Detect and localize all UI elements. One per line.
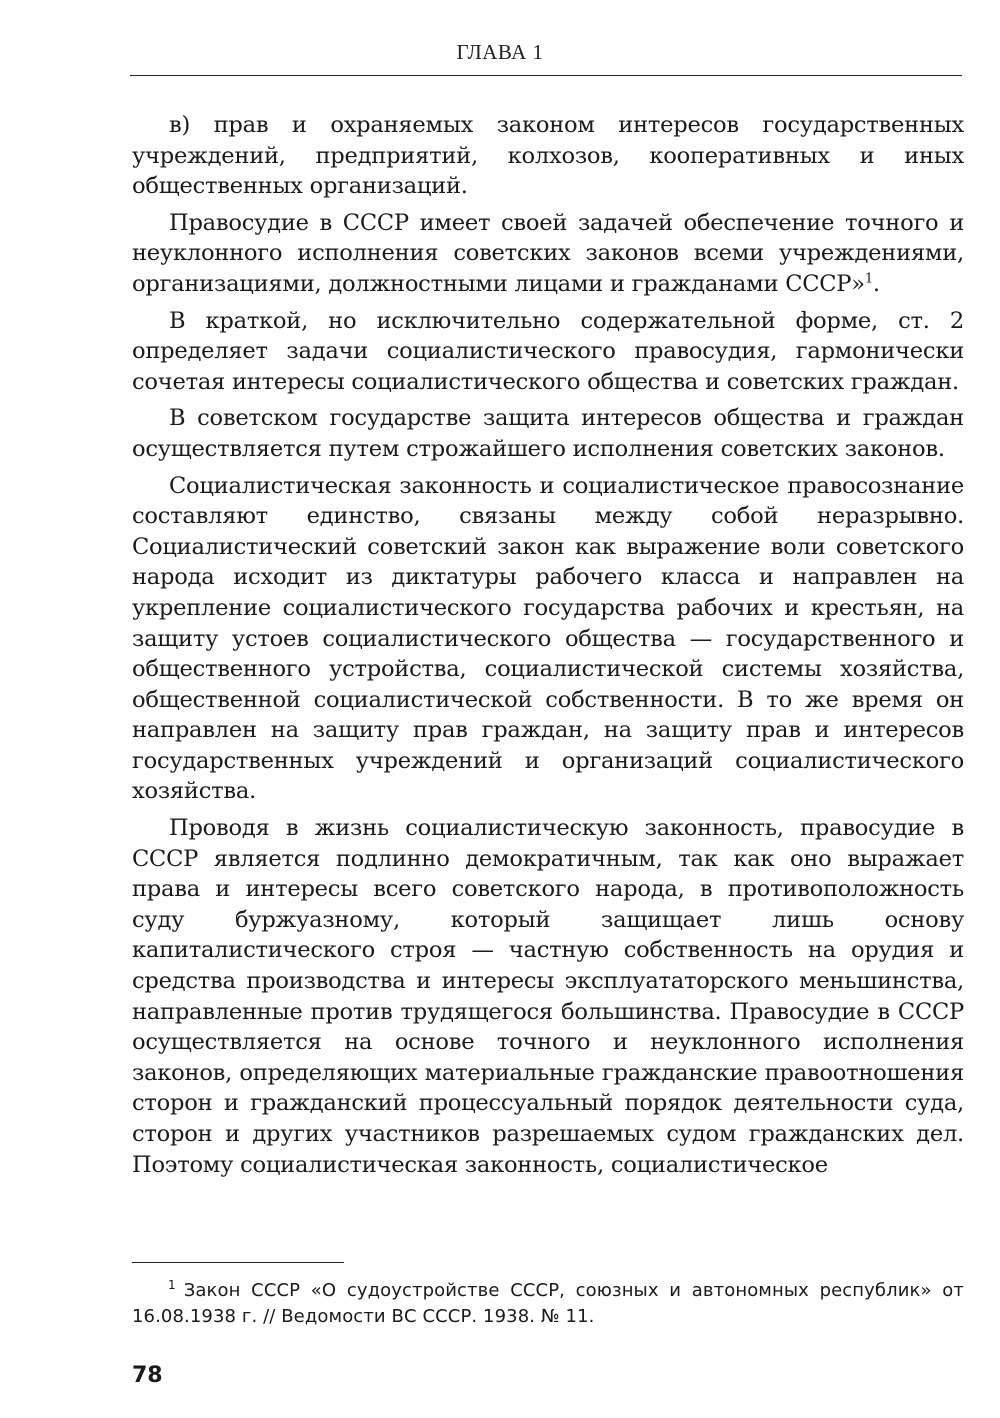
body-text: [132, 110, 964, 1186]
paragraph-text: Правосудие в СССР имеет своей задачей обеспечение точного и неуклонного исполнения советских законов всеми учреждениями, организациями, должностными лицами и гражданами СССР»: [132, 209, 964, 297]
footnote-mark: 1: [168, 1278, 176, 1292]
paragraph-4: [132, 403, 964, 464]
paragraph-1: [132, 110, 964, 202]
paragraph-text: Проводя в жизнь социалистическую законность, правосудие в СССР является подлинно демократичным, так как оно выражает права и интересы всего советского народа, в противоположность суду буржуазному, который защищает лишь основу капиталистического строя — частную собственность на орудия и средства производства и интересы эксплуататорского меньшинства, направленные против трудящегося большинства. Правосудие в СССР осуществляется на основе точного и неуклонного исполнения законов, определяющих материальные гражданские правоотношения сторон и гражданский процессуальный порядок деятельности суда, сторон и других участников разрешаемых судом гражданских дел. Поэтому социалистическая законность, социалистическое: [132, 815, 964, 1178]
footnote-separator: [132, 1262, 344, 1263]
footnote-reference[interactable]: 1: [864, 271, 873, 287]
header-rule: [130, 75, 962, 76]
paragraph-5: [132, 471, 964, 808]
page-number: 78: [132, 1363, 163, 1388]
paragraph-3: [132, 306, 964, 398]
footnote-text: Закон СССР «О судоустройстве СССР, союзных и автономных республик» от 16.08.1938 г. // Ведомости ВС СССР. 1938. № 11.: [132, 1280, 964, 1327]
paragraph-6: [132, 813, 964, 1180]
paragraph-text: Социалистическая законность и социалистическое правосознание составляют единство, связаны между собой неразрывно. Социалистический советский закон как выражение воли советского народа исходит из диктатуры рабочего класса и направлен на укрепление социалистического государства рабочих и крестьян, на защиту устоев социалистического общества — государственного и общественного устройства, социалистической системы хозяйства, общественной социалистической собственности. В то же время он направлен на защиту прав граждан, на защиту прав и интересов государственных учреждений и организаций социалистического хозяйства.: [132, 472, 964, 805]
paragraph-text: В советском государстве защита интересов общества и граждан осуществляется путем строжайшего исполнения советских законов.: [132, 405, 964, 462]
running-head: ГЛАВА 1: [456, 40, 544, 64]
footnote: [132, 1278, 964, 1330]
paragraph-text: в) прав и охраняемых законом интересов государственных учреждений, предприятий, колхозов, кооперативных и иных общественных организаций.: [132, 112, 964, 200]
paragraph-text: В краткой, но исключительно содержательной форме, ст. 2 определяет задачи социалистического правосудия, гармонически сочетая интересы социалистического общества и советских граждан.: [132, 307, 964, 395]
paragraph-2: Правосудие в СССР имеет своей задачей обеспечение точного и неуклонного исполнения советских законов всеми учреждениями, организациями, должностными лицами и гражданами СССР»$^1$.: [132, 209, 964, 297]
